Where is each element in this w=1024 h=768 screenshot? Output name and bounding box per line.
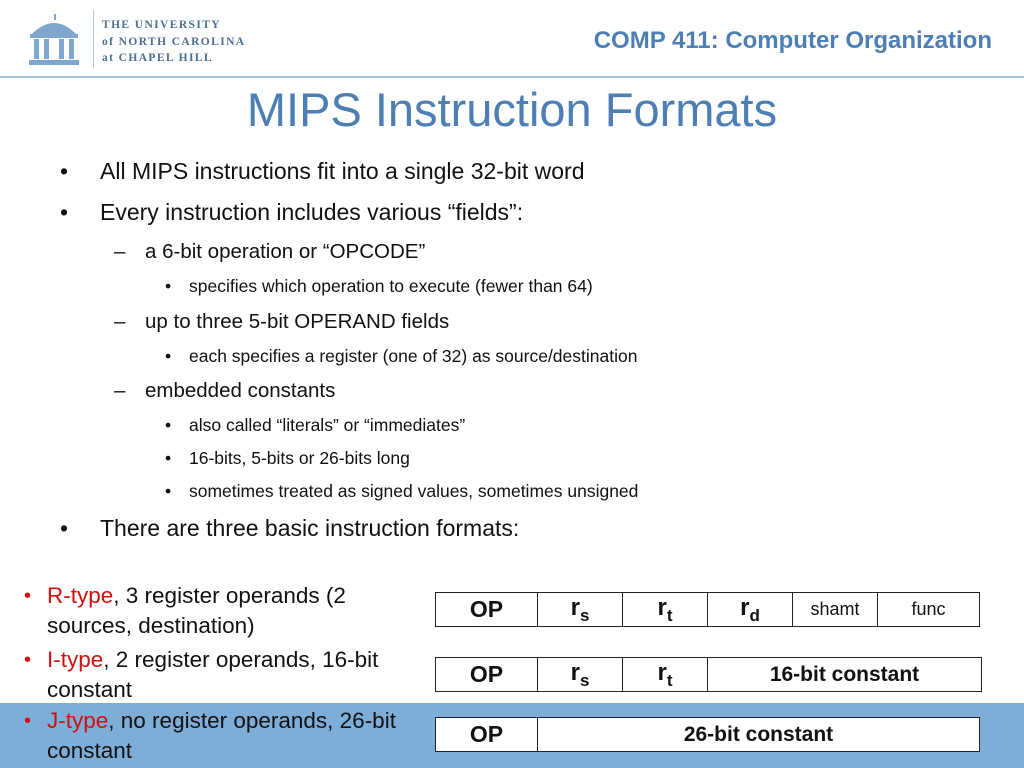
detail-operand: • each specifies a register (one of 32) as source/destination [165,346,638,366]
detail-constants-3: • sometimes treated as signed values, sometimes unsigned [165,481,639,501]
i-rt-letter: r [657,658,667,686]
slide-title: MIPS Instruction Formats [246,83,778,136]
i-rs-letter: r [570,658,580,686]
sub-bullet-opcode: – a 6-bit operation or “OPCODE” [114,240,426,263]
r-rd-letter: r [740,593,750,621]
detail-constants-1-text: also called “literals” or “immediates” [189,415,466,435]
format-j-type: • J-type, no register operands, 26-bit constant [24,708,396,763]
j-op-field: OP [436,718,538,752]
bullet-1: • All MIPS instructions fit into a single 32-bit word [60,158,585,184]
detail-operand-text: each specifies a register (one of 32) as source/destination [189,346,638,366]
r-rd-field [708,593,793,627]
detail-constants-1: • also called “literals” or “immediates” [165,415,466,435]
r-rs-letter: r [570,593,580,621]
logo-divider [93,10,94,68]
r-op-field: OP [436,593,538,627]
sub-bullet-opcode-text: a 6-bit operation or “OPCODE” [145,240,426,263]
r-func-field: func [878,593,980,627]
old-well-logo-icon [26,14,82,66]
format-r-type: • R-type, 3 register operands (2 sources, destination) [24,583,346,638]
detail-constants-2: • 16-bits, 5-bits or 26-bits long [165,448,410,468]
bullet-2: • Every instruction includes various “fields”: [60,199,524,225]
i-rs-sub: s [579,670,590,690]
j-type-format-diagram [435,717,980,752]
format-r-desc: , 3 register operands (2 sources, destination) [47,583,346,638]
i-type-format-diagram [435,657,982,692]
bullet-3-text: There are three basic instruction formats: [100,515,520,541]
format-j-keyword: J-type [47,708,109,733]
r-rd-sub: d [749,605,760,625]
i-op-field: OP [436,658,538,692]
format-j-desc: , no register operands, 26-bit constant [47,708,396,763]
i-rt-sub: t [666,670,673,690]
r-rs-field [538,593,623,627]
university-wordmark [102,17,246,67]
bullet-1-text: All MIPS instructions fit into a single 32-bit word [100,158,585,184]
sub-bullet-constants-text: embedded constants [145,379,336,402]
detail-opcode: • specifies which operation to execute (fewer than 64) [165,276,593,296]
i-const16-field: 16-bit constant [708,658,982,692]
r-rt-sub: t [666,605,673,625]
i-rs-field [538,658,623,692]
format-i-keyword: I-type [47,647,104,672]
r-type-format-diagram [435,592,980,627]
detail-constants-2-text: 16-bits, 5-bits or 26-bits long [189,448,410,468]
slide-header [0,0,1024,76]
format-i-type: • I-type, 2 register operands, 16-bit constant [24,647,379,702]
detail-constants-3-text: sometimes treated as signed values, sometimes unsigned [189,481,639,501]
sub-bullet-constants: – embedded constants [114,379,336,402]
r-rt-field [623,593,708,627]
bullet-2-text: Every instruction includes various “fields”: [100,199,524,225]
r-shamt-field: shamt [793,593,878,627]
format-r-keyword: R-type [47,583,114,608]
i-rt-field [623,658,708,692]
j-const26-field: 26-bit constant [538,718,980,752]
format-i-desc: , 2 register operands, 16-bit constant [47,647,379,702]
university-line-2: of NORTH CAROLINA [102,35,246,48]
university-line-3: at CHAPEL HILL [102,52,213,64]
course-title: COMP 411: Computer Organization [593,27,992,54]
sub-bullet-operand-text: up to three 5-bit OPERAND fields [145,310,450,333]
detail-opcode-text: specifies which operation to execute (fewer than 64) [189,276,593,296]
r-rs-sub: s [579,605,590,625]
r-rt-letter: r [657,593,667,621]
header-rule [0,76,1024,78]
sub-bullet-operand: – up to three 5-bit OPERAND fields [114,310,450,333]
university-line-1: THE UNIVERSITY [102,19,221,31]
bullet-3: • There are three basic instruction formats: [60,515,520,541]
